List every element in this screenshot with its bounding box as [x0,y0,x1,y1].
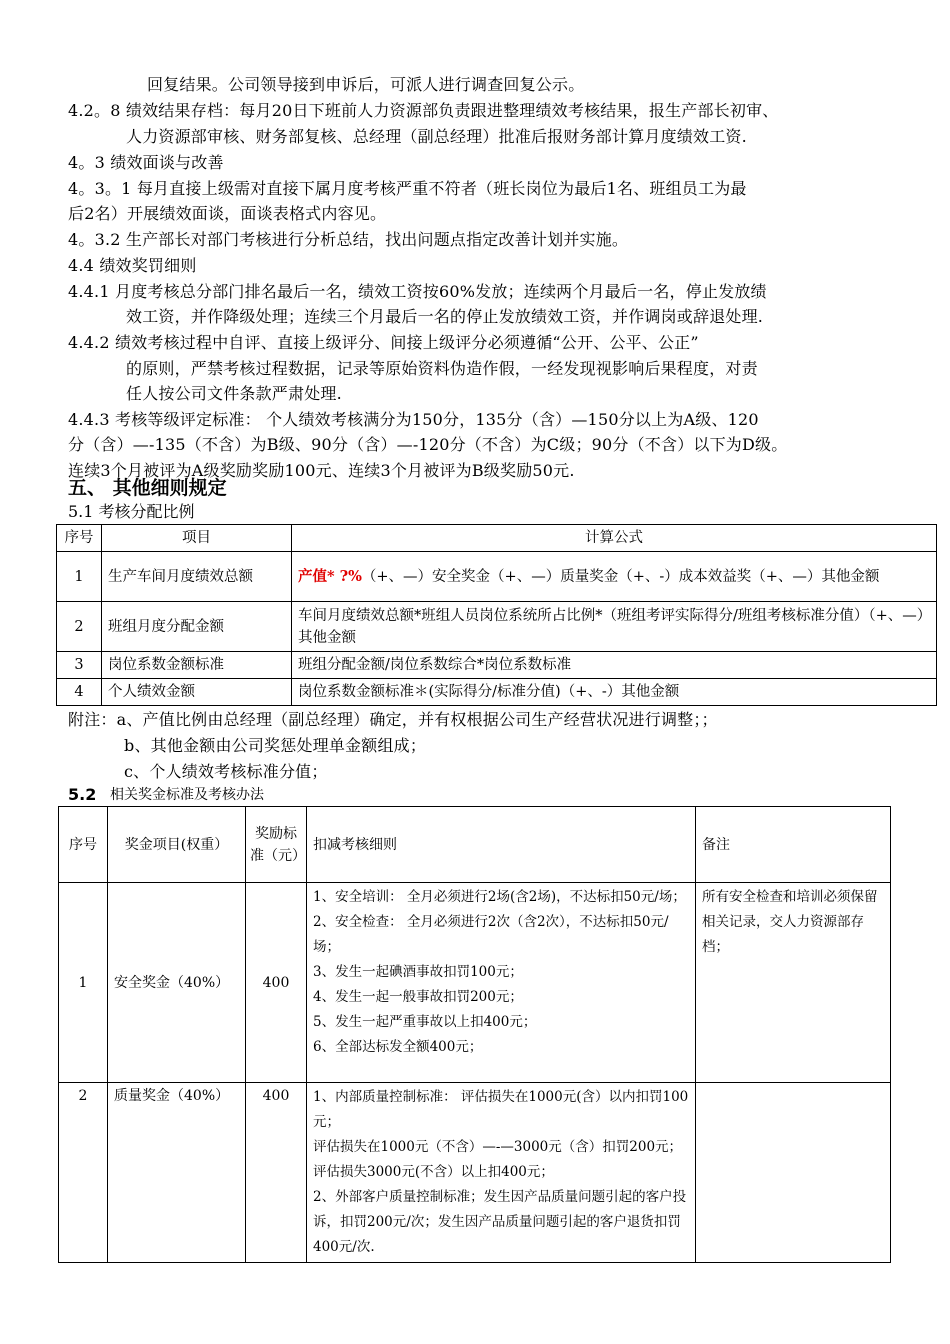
paragraph-line: 人力资源部审核、财务部复核、总经理（副总经理）批准后报财务部计算月度绩效工资. [126,127,747,146]
paragraph-line: 4.4.2 绩效考核过程中自评、直接上级评分、间接上级评分必须遵循“公开、公平、公正” [68,333,699,352]
paragraph-line: 的原则，严禁考核过程数据，记录等原始资料伪造作假，一经发现视影响后果程度，对责 [126,359,758,378]
table-row [57,602,937,652]
rule-line: 评估损失在1000元（不含）—-—3000元（含）扣罚200元；评估损失3000元(不含）以上扣400元； [313,1139,683,1180]
subsection-5-1-title: 5.1 考核分配比例 [68,502,195,521]
subsection-5-2-title: 相关奖金标准及考核办法 [110,787,264,803]
note-line: b、其他金额由公司奖惩处理单金额组成； [124,736,427,755]
row-number: 4 [57,679,102,706]
row-formula: 班组分配金额/岗位系数综合*岗位系数标准 [292,652,937,679]
row-number: 2 [57,602,102,652]
paragraph-line: 效工资，并作降级处理；连续三个月最后一名的停止发放绩效工资，并作调岗或辞退处理. [126,307,764,326]
row-number: 3 [57,652,102,679]
rule-line: 3、发生一起碘酒事故扣罚100元； [313,964,523,980]
row-item: 生产车间月度绩效总额 [102,552,292,602]
rule-line: 6、全部达标发全额400元； [313,1039,483,1055]
column-header-no: 序号 [57,525,102,552]
column-header-item: 项目 [102,525,292,552]
row-item: 个人绩效金额 [102,679,292,706]
paragraph-line: 4。3。1 每月直接上级需对直接下属月度考核严重不符者（班长岗位为最后1名、班组员工为最 [68,179,747,198]
allocation-ratio-table [56,524,937,706]
row-item: 岗位系数金额标准 [102,652,292,679]
column-header-formula: 计算公式 [292,525,937,552]
column-header-deduction-rules: 扣减考核细则 [307,807,696,883]
column-header-no: 序号 [59,807,108,883]
column-header-bonus-item: 奖金项目(权重） [108,807,246,883]
row-formula: 车间月度绩效总额*班组人员岗位系统所占比例*（班组考评实际得分/班组考核标准分值）（+、—）其他金额 [292,602,937,652]
table-row [59,883,891,1083]
row-deduction-rules [307,1083,696,1263]
output-value-highlight: 产值* ?% [298,567,362,585]
section-heading-4-3: 4。3 绩效面谈与改善 [68,153,224,172]
paragraph-line: 4.4.3 考核等级评定标准： 个人绩效考核满分为150分，135分（含）—150分以上为A级、120 [68,410,759,429]
row-number: 1 [57,552,102,602]
note-line: 附注：a、产值比例由总经理（副总经理）确定，并有权根据公司生产经营状况进行调整；； [68,710,718,729]
rule-line: 4、发生一起一般事故扣罚200元； [313,989,523,1005]
row-formula [292,552,937,602]
column-header-remark: 备注 [696,807,891,883]
row-remark [696,1083,891,1263]
row-amount: 400 [246,1083,307,1263]
formula-text: （+、—）安全奖金（+、—）质量奖金（+、-）成本效益奖（+、—）其他金额 [361,568,880,585]
paragraph-line: 后2名）开展绩效面谈，面谈表格式内容见。 [68,204,387,223]
paragraph-line: 4.2。8 绩效结果存档：每月20日下班前人力资源部负责跟进整理绩效考核结果，报生产部长初审、 [68,101,779,120]
paragraph-line: 分（含）—-135（不含）为B级、90分（含）—-120分（不含）为C级；90分（不含）以下为D级。 [68,435,788,454]
row-bonus-item: 质量奖金（40%） [108,1083,246,1263]
paragraph-line: 4。3.2 生产部长对部门考核进行分析总结，找出问题点指定改善计划并实施。 [68,230,629,249]
paragraph-line: 回复结果。公司领导接到申诉后，可派人进行调查回复公示。 [147,75,585,94]
row-bonus-item: 安全奖金（40%） [108,883,246,1083]
note-line: c、个人绩效考核标准分值； [124,762,328,781]
row-formula: 岗位系数金额标准＊(实际得分/标准分值)（+、-）其他金额 [292,679,937,706]
table-row [59,1083,891,1263]
row-number: 2 [59,1083,108,1263]
row-amount: 400 [246,883,307,1083]
rule-line: 5、发生一起严重事故以上扣400元； [313,1014,537,1030]
row-deduction-rules [307,883,696,1083]
table-row [57,652,937,679]
row-remark: 所有安全检查和培训必须保留相关记录，交人力资源部存档； [696,883,891,1083]
paragraph-line: 任人按公司文件条款严肃处理. [126,384,342,403]
section-five-title: 五、 其他细则规定 [68,477,227,499]
bonus-standard-table [58,806,891,1263]
paragraph-line: 连续3个月被评为A级奖励奖励100元、连续3个月被评为B级奖励50元. [68,461,575,480]
section-heading-4-4: 4.4 绩效奖罚细则 [68,256,197,275]
row-item: 班组月度分配金额 [102,602,292,652]
subsection-5-2-number: 5.2 [68,785,97,804]
column-header-amount: 奖励标准（元） [246,807,307,883]
rule-line: 2、外部客户质量控制标准；发生因产品质量问题引起的客户投诉，扣罚200元/次；发生因产品质量问题引起的客户退货扣罚400元/次. [313,1189,687,1255]
table-header-row [59,807,891,883]
table-row [57,679,937,706]
table-header-row [57,525,937,552]
paragraph-line: 4.4.1 月度考核总分部门排名最后一名，绩效工资按60%发放；连续两个月最后一名，停止发放绩 [68,282,767,301]
row-number: 1 [59,883,108,1083]
rule-line: 1、安全培训： 全月必须进行2场(含2场)，不达标扣50元/场； [313,889,686,905]
rule-line: 2、安全检查： 全月必须进行2次（含2次），不达标扣50元/场； [313,914,669,955]
rule-line: 1、内部质量控制标准： 评估损失在1000元(含）以内扣罚100元； [313,1089,689,1130]
table-row [57,552,937,602]
